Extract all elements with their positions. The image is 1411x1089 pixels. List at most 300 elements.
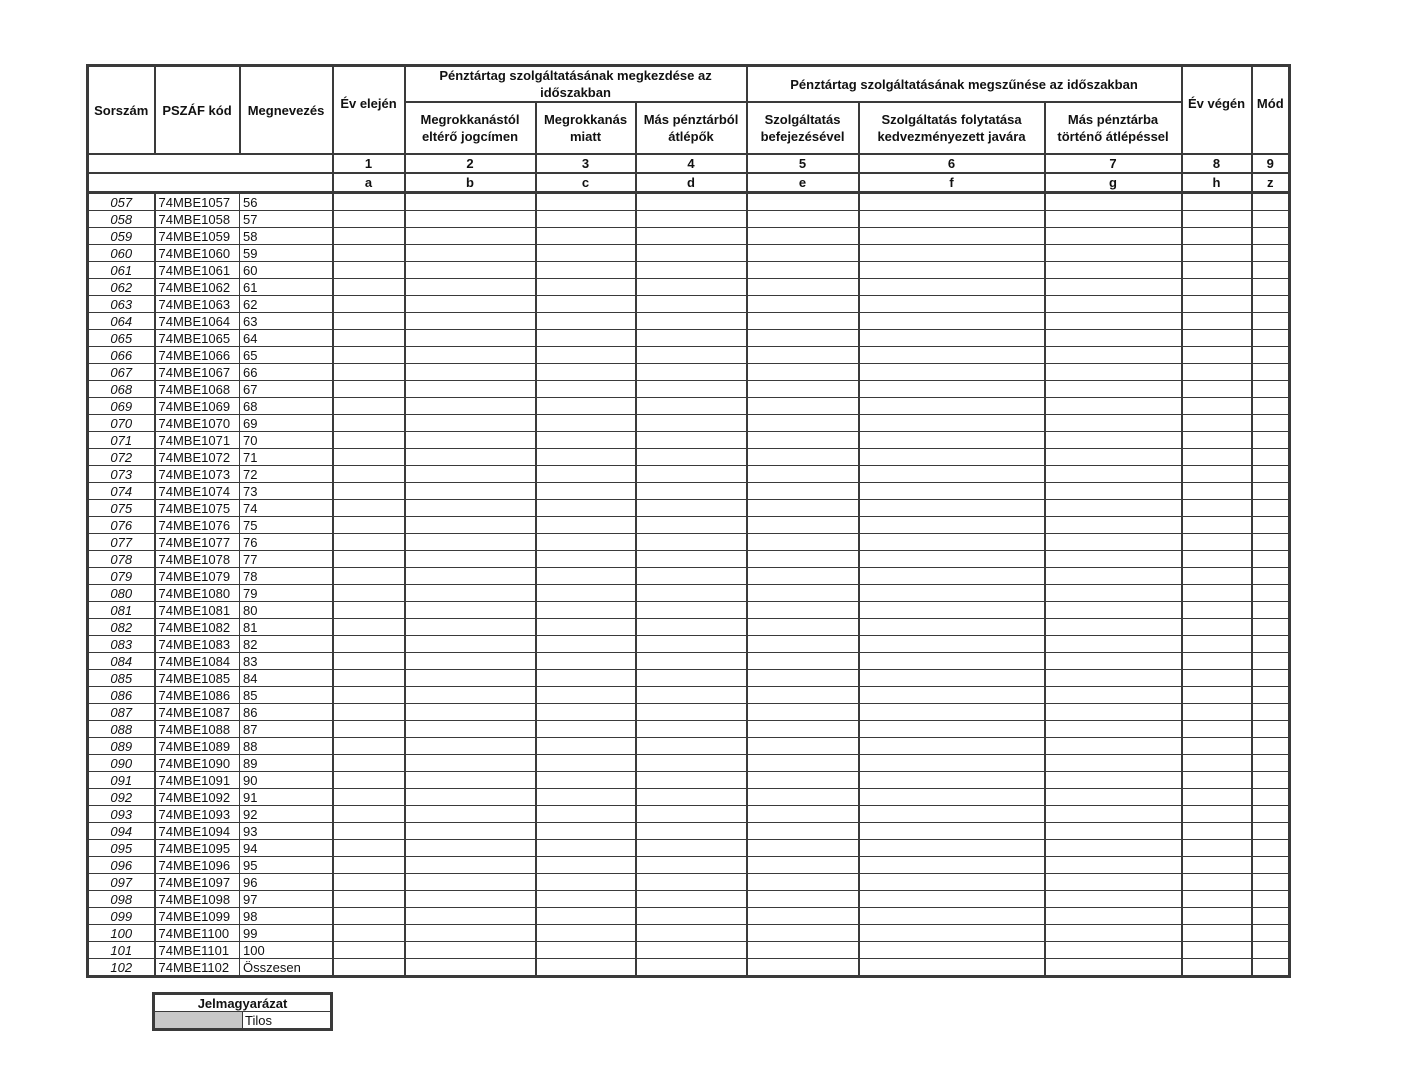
data-cell[interactable] [1252,653,1290,670]
data-cell[interactable] [1252,381,1290,398]
data-cell[interactable] [636,193,747,211]
data-cell[interactable] [636,602,747,619]
data-cell[interactable] [747,415,859,432]
data-cell[interactable] [333,840,405,857]
data-cell[interactable] [333,228,405,245]
data-cell[interactable] [747,653,859,670]
data-cell[interactable] [636,704,747,721]
data-cell[interactable] [1182,364,1252,381]
data-cell[interactable] [859,959,1045,977]
data-cell[interactable] [1045,568,1182,585]
data-cell[interactable] [1045,670,1182,687]
data-cell[interactable] [405,415,536,432]
data-cell[interactable] [859,551,1045,568]
data-cell[interactable] [1182,874,1252,891]
data-cell[interactable] [405,738,536,755]
data-cell[interactable] [1045,296,1182,313]
data-cell[interactable] [1252,585,1290,602]
data-cell[interactable] [1045,585,1182,602]
data-cell[interactable] [636,449,747,466]
data-cell[interactable] [536,364,636,381]
data-cell[interactable] [536,840,636,857]
data-cell[interactable] [333,193,405,211]
data-cell[interactable] [1045,551,1182,568]
data-cell[interactable] [747,432,859,449]
data-cell[interactable] [747,517,859,534]
data-cell[interactable] [1045,211,1182,228]
data-cell[interactable] [536,517,636,534]
data-cell[interactable] [859,568,1045,585]
data-cell[interactable] [859,670,1045,687]
data-cell[interactable] [536,857,636,874]
data-cell[interactable] [636,687,747,704]
data-cell[interactable] [536,772,636,789]
data-cell[interactable] [1182,840,1252,857]
data-cell[interactable] [536,483,636,500]
data-cell[interactable] [333,483,405,500]
data-cell[interactable] [1252,738,1290,755]
data-cell[interactable] [747,772,859,789]
data-cell[interactable] [536,347,636,364]
data-cell[interactable] [1252,687,1290,704]
data-cell[interactable] [1045,279,1182,296]
data-cell[interactable] [405,857,536,874]
data-cell[interactable] [333,279,405,296]
data-cell[interactable] [636,551,747,568]
data-cell[interactable] [536,670,636,687]
data-cell[interactable] [1045,449,1182,466]
data-cell[interactable] [747,313,859,330]
data-cell[interactable] [1252,415,1290,432]
data-cell[interactable] [1045,517,1182,534]
data-cell[interactable] [405,228,536,245]
data-cell[interactable] [636,925,747,942]
data-cell[interactable] [405,704,536,721]
data-cell[interactable] [1045,653,1182,670]
data-cell[interactable] [859,925,1045,942]
data-cell[interactable] [1045,908,1182,925]
data-cell[interactable] [1182,551,1252,568]
data-cell[interactable] [1045,959,1182,977]
data-cell[interactable] [405,381,536,398]
data-cell[interactable] [536,415,636,432]
data-cell[interactable] [1252,942,1290,959]
data-cell[interactable] [1182,466,1252,483]
data-cell[interactable] [333,262,405,279]
data-cell[interactable] [859,721,1045,738]
data-cell[interactable] [405,449,536,466]
data-cell[interactable] [1045,398,1182,415]
data-cell[interactable] [859,942,1045,959]
data-cell[interactable] [1252,789,1290,806]
data-cell[interactable] [747,755,859,772]
data-cell[interactable] [1045,772,1182,789]
data-cell[interactable] [747,245,859,262]
data-cell[interactable] [333,959,405,977]
data-cell[interactable] [1252,228,1290,245]
data-cell[interactable] [747,908,859,925]
data-cell[interactable] [1182,432,1252,449]
data-cell[interactable] [1045,228,1182,245]
data-cell[interactable] [859,738,1045,755]
data-cell[interactable] [1045,857,1182,874]
data-cell[interactable] [1182,670,1252,687]
data-cell[interactable] [405,840,536,857]
data-cell[interactable] [1252,262,1290,279]
data-cell[interactable] [333,738,405,755]
data-cell[interactable] [859,857,1045,874]
data-cell[interactable] [1182,636,1252,653]
data-cell[interactable] [636,891,747,908]
data-cell[interactable] [1182,262,1252,279]
data-cell[interactable] [536,806,636,823]
data-cell[interactable] [333,211,405,228]
data-cell[interactable] [859,636,1045,653]
data-cell[interactable] [405,874,536,891]
data-cell[interactable] [747,823,859,840]
data-cell[interactable] [1045,789,1182,806]
data-cell[interactable] [747,602,859,619]
data-cell[interactable] [536,262,636,279]
data-cell[interactable] [747,398,859,415]
data-cell[interactable] [1182,721,1252,738]
data-cell[interactable] [1252,755,1290,772]
data-cell[interactable] [333,500,405,517]
data-cell[interactable] [859,193,1045,211]
data-cell[interactable] [747,789,859,806]
data-cell[interactable] [333,670,405,687]
data-cell[interactable] [1182,789,1252,806]
data-cell[interactable] [405,636,536,653]
data-cell[interactable] [1252,670,1290,687]
data-cell[interactable] [1252,840,1290,857]
data-cell[interactable] [1045,687,1182,704]
data-cell[interactable] [1252,704,1290,721]
data-cell[interactable] [636,823,747,840]
data-cell[interactable] [747,721,859,738]
data-cell[interactable] [1182,483,1252,500]
data-cell[interactable] [1252,602,1290,619]
data-cell[interactable] [1252,874,1290,891]
data-cell[interactable] [859,704,1045,721]
data-cell[interactable] [636,653,747,670]
data-cell[interactable] [1182,653,1252,670]
data-cell[interactable] [1252,449,1290,466]
data-cell[interactable] [333,823,405,840]
data-cell[interactable] [859,874,1045,891]
data-cell[interactable] [747,466,859,483]
data-cell[interactable] [1045,925,1182,942]
data-cell[interactable] [536,330,636,347]
data-cell[interactable] [536,449,636,466]
data-cell[interactable] [747,891,859,908]
data-cell[interactable] [747,619,859,636]
data-cell[interactable] [536,500,636,517]
data-cell[interactable] [1045,330,1182,347]
data-cell[interactable] [333,789,405,806]
data-cell[interactable] [333,721,405,738]
data-cell[interactable] [405,364,536,381]
data-cell[interactable] [859,840,1045,857]
data-cell[interactable] [747,857,859,874]
data-cell[interactable] [1182,891,1252,908]
data-cell[interactable] [1182,602,1252,619]
data-cell[interactable] [1252,619,1290,636]
data-cell[interactable] [747,279,859,296]
data-cell[interactable] [1182,517,1252,534]
data-cell[interactable] [859,789,1045,806]
data-cell[interactable] [536,636,636,653]
data-cell[interactable] [536,296,636,313]
data-cell[interactable] [636,789,747,806]
data-cell[interactable] [747,500,859,517]
data-cell[interactable] [536,211,636,228]
data-cell[interactable] [1252,500,1290,517]
data-cell[interactable] [1182,398,1252,415]
data-cell[interactable] [536,874,636,891]
data-cell[interactable] [1252,432,1290,449]
data-cell[interactable] [405,551,536,568]
data-cell[interactable] [333,432,405,449]
data-cell[interactable] [536,891,636,908]
data-cell[interactable] [636,398,747,415]
data-cell[interactable] [1045,840,1182,857]
data-cell[interactable] [1252,636,1290,653]
data-cell[interactable] [333,687,405,704]
data-cell[interactable] [1182,245,1252,262]
data-cell[interactable] [405,347,536,364]
data-cell[interactable] [1252,313,1290,330]
data-cell[interactable] [859,653,1045,670]
data-cell[interactable] [1252,296,1290,313]
data-cell[interactable] [1045,193,1182,211]
data-cell[interactable] [1182,704,1252,721]
data-cell[interactable] [636,568,747,585]
data-cell[interactable] [859,585,1045,602]
data-cell[interactable] [333,857,405,874]
data-cell[interactable] [1182,908,1252,925]
data-cell[interactable] [1182,347,1252,364]
data-cell[interactable] [1182,755,1252,772]
data-cell[interactable] [1252,891,1290,908]
data-cell[interactable] [1045,262,1182,279]
data-cell[interactable] [333,466,405,483]
data-cell[interactable] [1182,568,1252,585]
data-cell[interactable] [536,228,636,245]
data-cell[interactable] [859,347,1045,364]
data-cell[interactable] [1252,398,1290,415]
data-cell[interactable] [1182,330,1252,347]
data-cell[interactable] [859,364,1045,381]
data-cell[interactable] [333,942,405,959]
data-cell[interactable] [1252,211,1290,228]
data-cell[interactable] [536,602,636,619]
data-cell[interactable] [333,534,405,551]
data-cell[interactable] [859,415,1045,432]
data-cell[interactable] [333,296,405,313]
data-cell[interactable] [747,262,859,279]
data-cell[interactable] [747,704,859,721]
data-cell[interactable] [1252,959,1290,977]
data-cell[interactable] [636,466,747,483]
data-cell[interactable] [1045,347,1182,364]
data-cell[interactable] [859,262,1045,279]
data-cell[interactable] [1045,313,1182,330]
data-cell[interactable] [1045,636,1182,653]
data-cell[interactable] [405,585,536,602]
data-cell[interactable] [333,551,405,568]
data-cell[interactable] [405,789,536,806]
data-cell[interactable] [333,602,405,619]
data-cell[interactable] [1182,415,1252,432]
data-cell[interactable] [333,874,405,891]
data-cell[interactable] [333,517,405,534]
data-cell[interactable] [859,908,1045,925]
data-cell[interactable] [859,211,1045,228]
data-cell[interactable] [536,381,636,398]
data-cell[interactable] [747,738,859,755]
data-cell[interactable] [636,806,747,823]
data-cell[interactable] [636,738,747,755]
data-cell[interactable] [405,908,536,925]
data-cell[interactable] [1252,772,1290,789]
data-cell[interactable] [536,823,636,840]
data-cell[interactable] [747,942,859,959]
data-cell[interactable] [636,585,747,602]
data-cell[interactable] [747,925,859,942]
data-cell[interactable] [405,517,536,534]
data-cell[interactable] [1182,296,1252,313]
data-cell[interactable] [1252,568,1290,585]
data-cell[interactable] [405,721,536,738]
data-cell[interactable] [636,347,747,364]
data-cell[interactable] [859,466,1045,483]
data-cell[interactable] [747,687,859,704]
data-cell[interactable] [747,534,859,551]
data-cell[interactable] [405,602,536,619]
data-cell[interactable] [1045,364,1182,381]
data-cell[interactable] [859,381,1045,398]
data-cell[interactable] [1182,585,1252,602]
data-cell[interactable] [1252,551,1290,568]
data-cell[interactable] [405,823,536,840]
data-cell[interactable] [536,738,636,755]
data-cell[interactable] [859,296,1045,313]
data-cell[interactable] [333,704,405,721]
data-cell[interactable] [536,942,636,959]
data-cell[interactable] [536,534,636,551]
data-cell[interactable] [859,500,1045,517]
data-cell[interactable] [536,721,636,738]
data-cell[interactable] [859,398,1045,415]
data-cell[interactable] [536,432,636,449]
data-cell[interactable] [636,432,747,449]
data-cell[interactable] [405,500,536,517]
data-cell[interactable] [333,313,405,330]
data-cell[interactable] [333,772,405,789]
data-cell[interactable] [1045,874,1182,891]
data-cell[interactable] [636,211,747,228]
data-cell[interactable] [333,653,405,670]
data-cell[interactable] [1182,925,1252,942]
data-cell[interactable] [405,687,536,704]
data-cell[interactable] [1045,619,1182,636]
data-cell[interactable] [1182,738,1252,755]
data-cell[interactable] [333,908,405,925]
data-cell[interactable] [636,772,747,789]
data-cell[interactable] [1045,721,1182,738]
data-cell[interactable] [405,772,536,789]
data-cell[interactable] [1182,449,1252,466]
data-cell[interactable] [405,806,536,823]
data-cell[interactable] [1252,364,1290,381]
data-cell[interactable] [859,772,1045,789]
data-cell[interactable] [636,500,747,517]
data-cell[interactable] [1045,483,1182,500]
data-cell[interactable] [333,415,405,432]
data-cell[interactable] [536,313,636,330]
data-cell[interactable] [859,755,1045,772]
data-cell[interactable] [636,619,747,636]
data-cell[interactable] [405,670,536,687]
data-cell[interactable] [1252,279,1290,296]
data-cell[interactable] [333,585,405,602]
data-cell[interactable] [405,942,536,959]
data-cell[interactable] [536,925,636,942]
data-cell[interactable] [405,619,536,636]
data-cell[interactable] [536,687,636,704]
data-cell[interactable] [859,687,1045,704]
data-cell[interactable] [636,262,747,279]
data-cell[interactable] [405,568,536,585]
data-cell[interactable] [1182,806,1252,823]
data-cell[interactable] [405,755,536,772]
data-cell[interactable] [1045,245,1182,262]
data-cell[interactable] [405,653,536,670]
data-cell[interactable] [1182,942,1252,959]
data-cell[interactable] [859,245,1045,262]
data-cell[interactable] [1045,500,1182,517]
data-cell[interactable] [333,891,405,908]
data-cell[interactable] [333,755,405,772]
data-cell[interactable] [333,245,405,262]
data-cell[interactable] [636,415,747,432]
data-cell[interactable] [1252,330,1290,347]
data-cell[interactable] [859,891,1045,908]
data-cell[interactable] [636,908,747,925]
data-cell[interactable] [859,619,1045,636]
data-cell[interactable] [1182,381,1252,398]
data-cell[interactable] [1045,415,1182,432]
data-cell[interactable] [405,279,536,296]
data-cell[interactable] [859,449,1045,466]
data-cell[interactable] [405,245,536,262]
data-cell[interactable] [333,806,405,823]
data-cell[interactable] [859,517,1045,534]
data-cell[interactable] [1045,381,1182,398]
data-cell[interactable] [747,585,859,602]
data-cell[interactable] [1045,806,1182,823]
data-cell[interactable] [636,517,747,534]
data-cell[interactable] [405,925,536,942]
data-cell[interactable] [1252,908,1290,925]
data-cell[interactable] [333,449,405,466]
data-cell[interactable] [747,670,859,687]
data-cell[interactable] [747,483,859,500]
data-cell[interactable] [1045,432,1182,449]
data-cell[interactable] [1182,857,1252,874]
data-cell[interactable] [1045,891,1182,908]
